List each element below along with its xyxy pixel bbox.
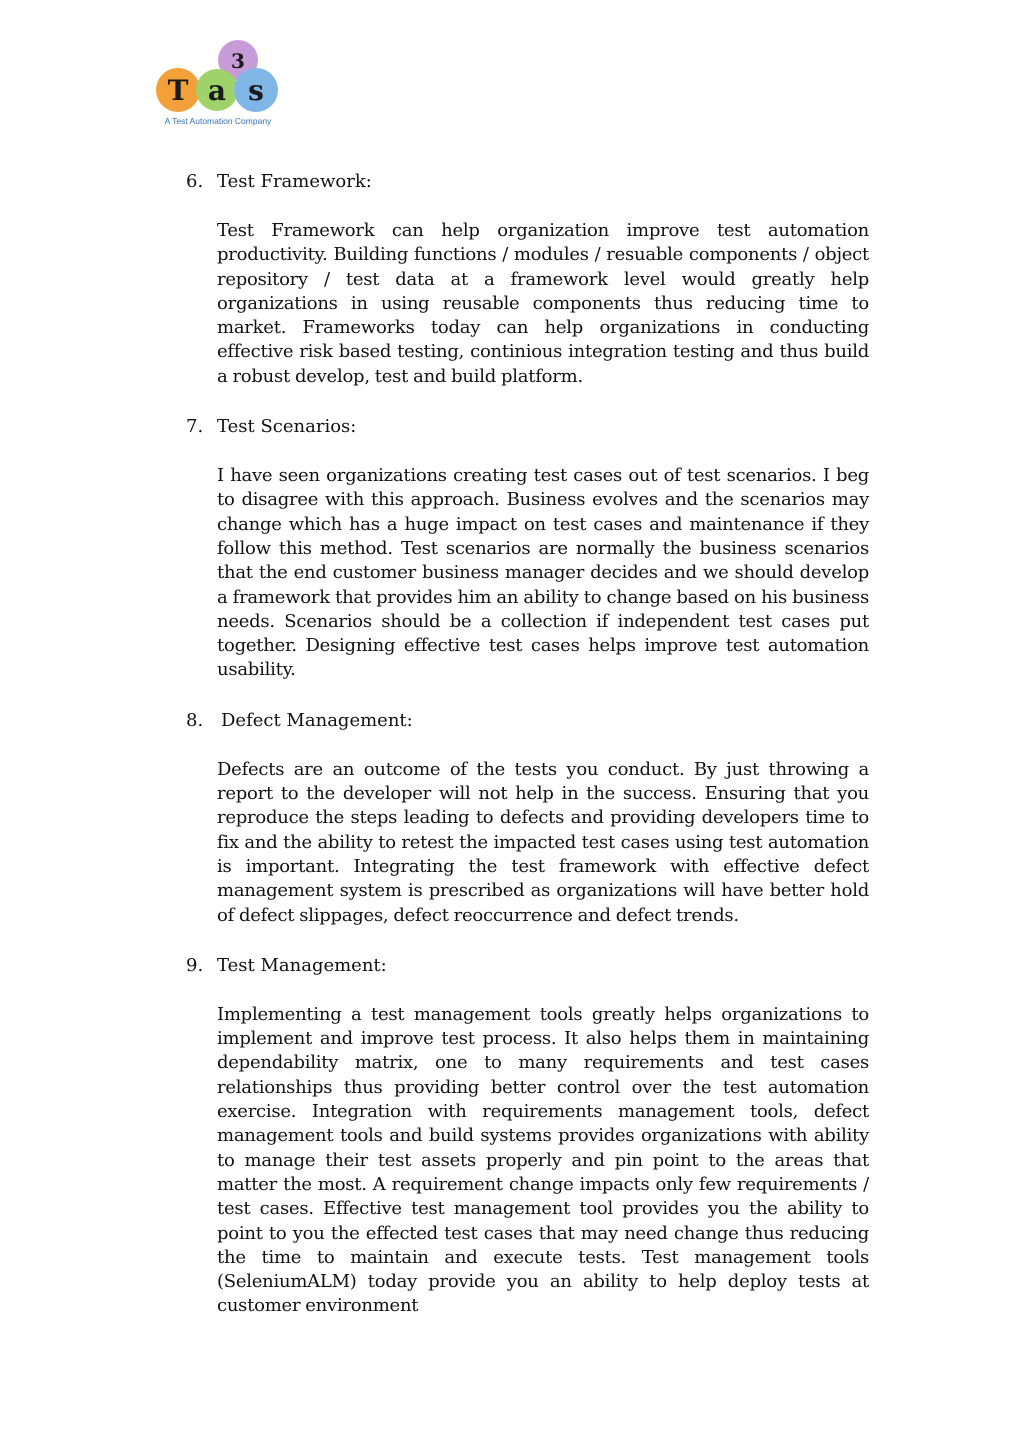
section-number: 9. <box>186 954 204 976</box>
section-number: 7. <box>186 416 204 438</box>
section-paragraph: I have seen organizations creating test cases out of test scenarios. I beg to disagree with this approach. Business evolves and the scenarios may change which has a huge impact on test cases and maintenance if they follow this method. Test scenarios are normally the business scenarios that the end customer business manager decides and we should develop a framework that provides him an ability to change based on his business needs. Scenarios should be a collection if independent test cases put together. Designing effective test cases helps improve test automation usability. <box>217 465 869 681</box>
section-number: 6. <box>186 171 204 192</box>
section-test-scenarios <box>186 415 869 683</box>
section-paragraph: Test Framework can help organization improve test automation productivity. Building functions / modules / resuable components / object repository / test data at a framework level would greatly help organizations in using reusable components thus reducing time to market. Frameworks today can help organizations in conducting effective risk based testing, continious integration testing and thus build a robust develop, test and build platform. <box>217 220 869 387</box>
logo-superscript: 3 <box>231 49 245 73</box>
logo-letter-a: a <box>207 74 227 107</box>
logo-letter-t: T <box>167 74 189 107</box>
document-body <box>186 170 869 1345</box>
section-test-framework <box>186 170 869 389</box>
logo-letter-s: s <box>248 74 264 107</box>
section-heading <box>186 709 869 733</box>
section-heading <box>186 415 869 439</box>
section-title: Defect Management: <box>221 709 413 731</box>
section-title: Test Scenarios: <box>217 416 357 438</box>
section-defect-management <box>186 709 869 928</box>
section-heading <box>186 170 869 194</box>
section-heading <box>186 954 869 978</box>
section-test-management <box>186 954 869 1319</box>
company-logo <box>154 38 282 130</box>
logo-tagline: A Test Automation Company <box>164 116 272 126</box>
section-title: Test Management: <box>217 954 387 976</box>
section-paragraph: Defects are an outcome of the tests you conduct. By just throwing a report to the developer will not help in the success. Ensuring that you reproduce the steps leading to defects and providing developers time to fix and the ability to retest the impacted test cases using test automation is important. Integrating the test framework with effective defect management system is prescribed as organizations will have better hold of defect slippages, defect reoccurrence and defect trends. <box>217 758 869 926</box>
section-number: 8. <box>186 709 204 731</box>
section-paragraph: Implementing a test management tools greatly helps organizations to implement and improve test process. It also helps them in maintaining dependability matrix, one to many requirements and test cases relationships thus providing better control over the test automation exercise. Integration with requirements management tools, defect management tools and build systems provides organizations with ability to manage their test assets properly and pin point to the areas that matter the most. A requirement change impacts only few requirements / test cases. Effective test management tool provides you the ability to point to you the effected test cases that may need change thus reducing the time to maintain and execute tests. Test management tools (SeleniumALM) today provide you an ability to help deploy tests at customer environment <box>217 1003 869 1317</box>
section-title: Test Framework: <box>217 171 372 192</box>
